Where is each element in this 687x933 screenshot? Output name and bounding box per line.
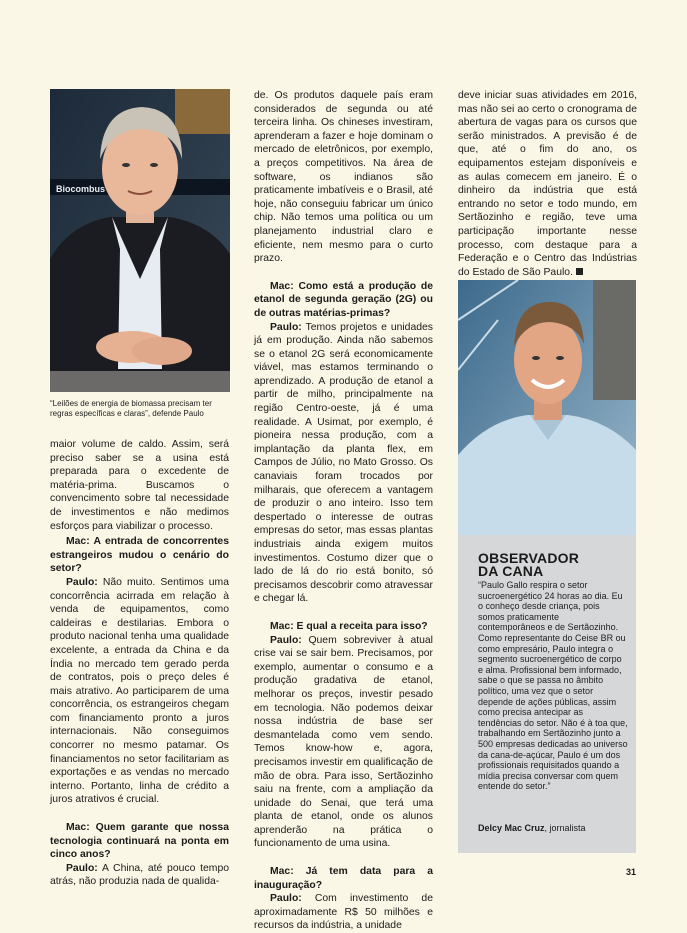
interview-question: Mac: Já tem data para a inauguração? — [254, 866, 433, 891]
article-paragraph: maior volume de caldo. Assim, será preciso saber se a usina está preparada para o excedente de matéria-prima. Buscamos o convencimento sobre tal necessidade de investimentos e não medimos esforços para viabilizar o processo. — [50, 439, 229, 532]
photo-delcy-mac-cruz-illustration — [458, 280, 636, 535]
answer-text: Com investimento de aproximadamente R$ 50 milhões e recursos da indústria, a unidade — [254, 893, 433, 932]
interview-answer — [254, 634, 433, 852]
sidebar-title-line-2: DA CANA — [478, 563, 544, 579]
interview-question: Mac: Como está a produção de etanol de segunda geração (2G) ou de outras matérias-primas? — [254, 280, 433, 319]
answer-text: A China, até pouco tempo atrás, não produzia nada de qualida- — [50, 862, 229, 888]
interview-answer — [50, 576, 229, 807]
interview-question: Mac: Quem garante que nossa tecnologia continuará na ponta em cinco anos? — [50, 822, 229, 861]
interview-answer — [254, 892, 433, 933]
speaker-label: Paulo: — [270, 634, 302, 646]
sidebar-title — [478, 552, 579, 578]
answer-text: Quem sobreviver à atual crise vai se sair bem. Precisamos, por exemplo, aumentar o consumo e a produção gradativa de etanol, melhorar os preços, investir pesado em tecnologia. Não podemos deixar nossa indústria de base ser desmantelada como vem sendo. Temos know-how e, agora, precisamos investir em qualificação de mão de obra. Para isso, Sertãozinho saiu na frente, com a ampliação da unidade do Senai, que terá uma planta de etanol, onde os alunos aprenderão na prática o funcionamento de uma usina. — [254, 634, 433, 850]
observer-sidebar-box — [458, 535, 636, 853]
speaker-label: Paulo: — [270, 893, 302, 905]
article-column-2 — [254, 89, 433, 933]
sidebar-title-line-1: OBSERVADOR — [478, 550, 580, 566]
interview-answer — [50, 862, 229, 889]
article-paragraph — [458, 89, 637, 279]
article-column-1 — [50, 438, 229, 889]
sidebar-quote: “Paulo Gallo respira o setor sucroenergético 24 horas ao dia. Eu o conheço desde criança, pois somos praticamente contemporâneos e de Sertãozinho. Como representante do Ceise BR ou como empresário, Paulo integra o segmento sucroenergético de corpo e alma. Profissional bem informado, sabe o que se passa no âmbito político, uma vez que o setor depende de ações públicas, assim como precisa antecipar as tendências do setor. Não é à toa que, trabalhando em Sertãozinho junto a 500 empresas dedicadas ao universo da cana-de-açúcar, Paulo é um dos profissionais requisitados quando a mídia precisa conversar com quem entende do setor.” — [478, 580, 628, 792]
interview-answer — [254, 321, 433, 606]
sidebar-author-role: , jornalista — [544, 823, 586, 833]
page-number: 31 — [626, 867, 637, 877]
end-of-article-icon — [576, 268, 583, 275]
answer-text: Temos projetos e unidades já em produção. Ainda não sabemos se o etanol 2G será economicamente viável, mas estamos terminando o aprendizado. A produção de etanol a partir de milho, principalmente na região Centro-oeste, já é uma realidade. A Usimat, por exemplo, é pioneira nessa produção, com a implantação da planta flex, em Campos de Júlio, no Mato Grosso. Os canaviais foram trocados por milharais, que oferecem a vantagem de produzir o ano inteiro. Isso tem despertado o interesse de outras empresas do setor, mas essas plantas industriais ainda exigem muitos investimentos. Costumo dizer que o lado de lá do rio está bonito, só precisamos descobrir como atravessar e chegar lá. — [254, 321, 433, 605]
photo-paulo-gallo-illustration — [50, 89, 230, 392]
photo-caption: “Leilões de energia de biomassa precisam ter regras específicas e claras”, defende Paulo — [50, 399, 212, 418]
speaker-label: Paulo: — [66, 576, 98, 588]
article-paragraph-text: deve iniciar suas atividades em 2016, mas não sei ao certo o cronograma de abertura de vagas para os cursos que serão ministrados. A previsão é de que, até o fim do ano, os equipamentos estejam disponíveis e as aulas comecem em janeiro. É o dinheiro da indústria que está entrando no setor e todo mundo, em Sertãozinho e região, teve uma participação importante nesse processo, com destaque para a Federação e o Centro das Indústrias do Estado de São Paulo. — [458, 90, 637, 278]
photo-delcy-mac-cruz — [458, 280, 636, 535]
answer-text: Não muito. Sentimos uma concorrência acirrada em relação à venda de equipamentos, como caldeiras e destilarias. Embora o produto nacional tenha uma qualidade excelente, a entrada da China e da Índia no mercado tem gerado perda de contratos, pois o preço deles é mais atrativo. Ao participarem de uma concorrência, os estrangeiros chegam com financiamento pronto a juros internacionais. Não conseguimos concorrer no mesmo patamar. Os financiamentos no setor facilitariam as exportações e as vendas no mercado interno. Portanto, linha de crédito a juros atrativos é crucial. — [50, 576, 229, 806]
photo-banner-text: Biocombus — [56, 184, 106, 194]
article-paragraph: de. Os produtos daquele país eram considerados de segunda ou até terceira linha. Os chineses investiram, aprenderam a fazer e hoje dominam o mercado de eletrônicos, por exemplo, a preços competitivos. Na área de software, os indianos são praticamente imbatíveis e o Brasil, até hoje, não conseguiu fabricar um único chip. Não temos uma política ou um planejamento industrial claro e eficiente, nem mesmo para o curto prazo. — [254, 90, 433, 265]
article-column-3 — [458, 89, 637, 279]
sidebar-author: Delcy Mac Cruz — [478, 823, 545, 833]
interview-question: Mac: A entrada de concorrentes estrangeiros mudou o cenário do setor? — [50, 536, 229, 575]
sidebar-signature — [478, 823, 586, 833]
interview-question: Mac: E qual a receita para isso? — [270, 620, 428, 632]
photo-paulo-gallo — [50, 89, 230, 392]
speaker-label: Paulo: — [66, 862, 98, 874]
speaker-label: Paulo: — [270, 321, 302, 333]
